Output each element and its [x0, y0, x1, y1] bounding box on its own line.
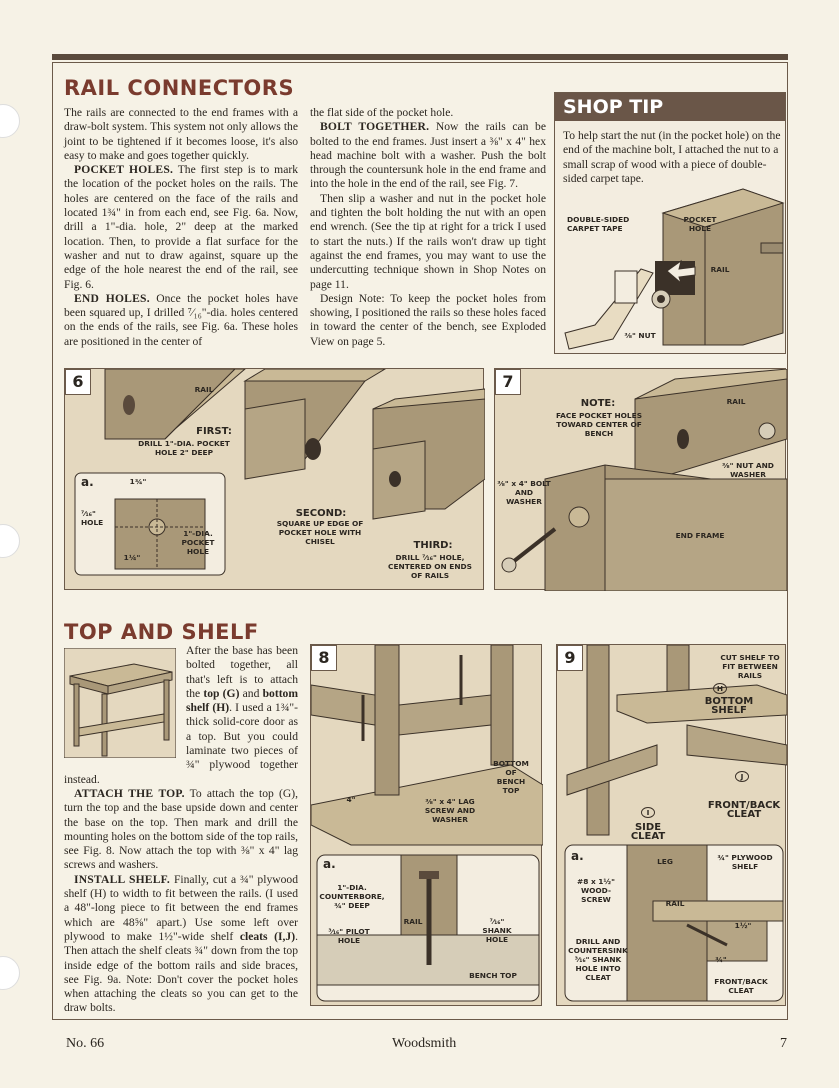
paragraph: Design Note: To keep the pocket holes from showing, I positioned the rails so these holes faced in toward the center of the bench, see Exploded View on page 5. — [310, 291, 546, 348]
punch-hole-middle — [0, 524, 20, 558]
label-third-sub: DRILL ⁷⁄₁₆" HOLE, CENTERED ON ENDS OF RAILS — [388, 553, 472, 580]
label-rail: RAIL — [665, 899, 685, 908]
section-title-top-and-shelf: TOP AND SHELF — [64, 620, 259, 644]
figure-9-number: 9 — [557, 645, 583, 671]
label-second-sub: SQUARE UP EDGE OF POCKET HOLE WITH CHISEL — [276, 519, 364, 546]
label-counterbore: 1"-DIA. COUNTERBORE, ¾" DEEP — [319, 883, 385, 910]
label-rail: RAIL — [194, 385, 214, 394]
label-drill-countersink: DRILL AND COUNTERSINK ³⁄₁₆" SHANK HOLE INTO CLEAT — [568, 937, 628, 982]
paragraph: the flat side of the pocket hole. — [310, 106, 454, 119]
label-4-inch: 4" — [346, 795, 356, 804]
label-second: SECOND: — [295, 508, 347, 519]
thumbnail-spacer — [64, 644, 186, 768]
label-cut-shelf: CUT SHELF TO FIT BETWEEN RAILS — [720, 653, 780, 680]
label-j: J — [735, 771, 749, 782]
top-shelf-text — [64, 644, 298, 1016]
figure-6 — [64, 368, 484, 590]
figure-8 — [310, 644, 542, 1006]
footer-issue: No. 66 — [66, 1036, 105, 1051]
text-column-1 — [64, 106, 298, 349]
label-nut: ⅜" NUT AND WASHER — [722, 461, 774, 479]
shop-tip-title: SHOP TIP — [555, 93, 785, 121]
paragraph: BOLT TOGETHER. Now the rails can be bolted to the end frames. Just insert a ⅜" x 4" hex head machine bolt with a washer. Push the bolt through the countersunk hole in the end frame and into the hole in the end of the rail, see Fig. 7. — [310, 120, 546, 191]
footer-page-number: 7 — [780, 1036, 787, 1051]
dim-1-1-4: 1¼" — [123, 553, 141, 562]
dim-3-4: ¾" — [715, 955, 727, 964]
label-end-frame: END FRAME — [675, 531, 725, 540]
label-i: I — [641, 807, 655, 818]
paragraph: INSTALL SHELF. Finally, cut a ¾" plywood shelf (H) to width to fit between the rails. (I used a 48"-long piece to fit between the end frames which are 48⅝" apart.) Use some left over plywood to make 1½"-wide shelf cleats (I,J). Then attach the shelf cleats ¾" down from the top inside edge of the bottom rails and side braces, see Fig. 9a. Note: Don't cover the pocket holes when attaching the cleats so you can get to the draw bolts. — [64, 872, 298, 1015]
label-nut: ⅜" NUT — [624, 331, 656, 340]
label-side-cleat: SIDE CLEAT — [630, 822, 666, 842]
text-column-2 — [310, 106, 546, 349]
paragraph: END HOLES. Once the pocket holes have been squared up, I drilled ⁷⁄₁₆"-dia. holes centered on the ends of the rails, see Fig. 6a. These holes are positioned in the center of — [64, 291, 298, 348]
label-leg: LEG — [657, 857, 673, 866]
label-first: FIRST: — [196, 426, 232, 437]
label-note: NOTE: — [580, 398, 616, 409]
label-front-back-cleat: FRONT/BACK CLEAT — [707, 800, 781, 820]
figure-8-number: 8 — [311, 645, 337, 671]
label-front-back-cleat-detail: FRONT/BACK CLEAT — [714, 977, 768, 995]
dim-pocket-hole: 1"-DIA. POCKET HOLE — [181, 529, 215, 556]
label-rail: RAIL — [403, 917, 423, 926]
dim-1-3-4: 1¾" — [129, 477, 147, 486]
label-carpet-tape: DOUBLE-SIDED CARPET TAPE — [567, 215, 630, 233]
figure-7-number: 7 — [495, 369, 521, 395]
label-shank-hole: ⁷⁄₁₆" SHANK HOLE — [482, 917, 512, 944]
label-third: THIRD: — [413, 540, 453, 551]
detail-a-label: a. — [81, 475, 94, 489]
label-pocket-hole: POCKET HOLE — [683, 215, 717, 233]
punch-hole-top — [0, 104, 20, 138]
label-pilot-hole: ³⁄₁₆" PILOT HOLE — [328, 927, 370, 945]
label-bottom-shelf: BOTTOM SHELF — [704, 696, 754, 716]
paragraph: ATTACH THE TOP. To attach the top (G), turn the top and the base upside down and center the base on the top. Then mark and drill the mounting holes on the bottom side of the top rails, see Fig. 8. Now attach the top with ⅜" x 4" lag screws and washers. — [64, 786, 299, 872]
punch-hole-bottom — [0, 956, 20, 990]
figure-9 — [556, 644, 786, 1006]
top-rule — [52, 54, 788, 60]
paragraph: After the base has been bolted together, all that's left is to attach the top (G) and bottom shelf (H). I used a 1¾"-thick solid-core door as a top. But you could laminate two pieces of ¾" plywood together instead. — [64, 644, 299, 786]
paragraph: Then slip a washer and nut in the pocket hole and tighten the bolt holding the nut with an open end wrench. (See the tip at right for a trick I used to start the nuts.) If the rails won't draw up tight against the end frames, you may want to use the undercutting technique shown in Shop Notes on page 11. — [310, 191, 546, 291]
label-wood-screw: #8 x 1½" WOOD-SCREW — [577, 877, 615, 904]
figure-8-drawing — [311, 645, 543, 1007]
label-rail: RAIL — [726, 397, 746, 406]
figure-6-number: 6 — [65, 369, 91, 395]
paragraph: POCKET HOLES. The first step is to mark the location of the pocket holes on the rails. The holes are centered on the face of the rails and located 1¾" in from each end, see Fig. 6a. Now, drill a 1"-dia. hole, 2" deep at the marked location. Then, to provide a flat surface for the washer and nut to draw against, square up the edge of the hole nearest the end of the rail, see Fig. 6. — [64, 163, 298, 291]
detail-a-label: a. — [571, 849, 584, 863]
label-h: H — [713, 683, 727, 694]
shop-tip-text: To help start the nut (in the pocket hole) on the end of the machine bolt, I attached the nut to a small scrap of wood with a piece of double-sided carpet tape. — [563, 129, 781, 185]
label-bolt: ⅜" x 4" BOLT AND WASHER — [497, 479, 551, 506]
label-note-sub: FACE POCKET HOLES TOWARD CENTER OF BENCH — [555, 411, 643, 438]
detail-a-label: a. — [323, 857, 336, 871]
shop-tip-box — [554, 92, 786, 354]
dim-1-1-2: 1½" — [734, 921, 752, 930]
label-plywood-shelf: ¾" PLYWOOD SHELF — [717, 853, 773, 871]
label-bottom-of-bench-top: BOTTOM OF BENCH TOP — [493, 759, 529, 795]
footer-magazine: Woodsmith — [392, 1036, 457, 1051]
section-title-rail-connectors: RAIL CONNECTORS — [64, 76, 295, 100]
figure-7 — [494, 368, 786, 590]
label-lag-screw: ⅜" x 4" LAG SCREW AND WASHER — [424, 797, 476, 824]
paragraph: The rails are connected to the end frames with a draw-bolt system. This system not only allows the joint to be tightened if it becomes loose, it's also easy to make and goes together quickly. — [64, 106, 298, 162]
label-rail: RAIL — [710, 265, 730, 274]
label-first-sub: DRILL 1"-DIA. POCKET HOLE 2" DEEP — [138, 439, 230, 457]
dim-7-16-hole: ⁷⁄₁₆" HOLE — [81, 509, 104, 527]
label-bench-top: BENCH TOP — [469, 971, 517, 980]
